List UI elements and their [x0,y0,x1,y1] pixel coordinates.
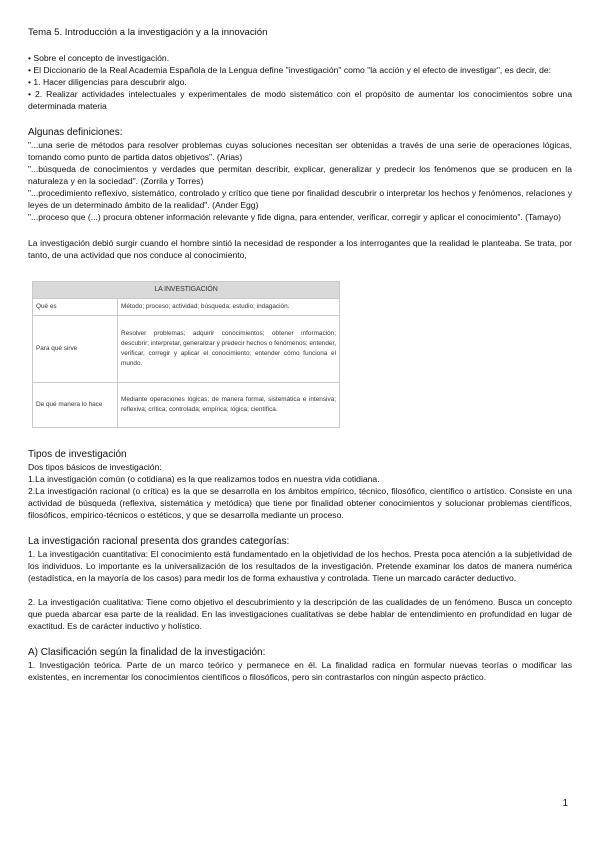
types-item-1: 1.La investigación común (o cotidiana) es la que realizamos todos en nuestra vida cotidiana. [28,474,380,484]
classification-item-1: 1. Investigación teórica. Parte de un marco teórico y permanece en él. La finalidad radica en formular nuevas teorías o modificar las existentes, en incrementar los conocimientos científicos o filosóficos, pero sin contrastarlos con ningún aspecto práctico. [28,660,572,682]
table-value: Resolver problemas; adquirir conocimientos; obtener información; descubrir; interpretar, generalizar y predecir hechos o fenómenos; entender, verificar, corregir y aplicar el conocimiento; entender cómo funciona el mundo. [118,316,340,383]
investigation-table [32,281,340,428]
intro-line-3: • 1. Hacer diligencias para descubrir algo. [28,77,187,87]
definition-item: "...proceso que (...) procura obtener información relevante y fide digna, para entender, verificar, corregir y aplicar el conocimiento". (Tamayo) [28,212,561,222]
table-row [33,299,340,316]
rational-heading: La investigación racional presenta dos grandes categorías: [28,536,290,547]
rational-item-2: 2. La investigación cualitativa: Tiene como objetivo el descubrimiento y la descripción de las cualidades de un fenómeno. Busca un concepto que pueda abarcar esa parte de la realidad. En las investigaciones cualitativas se debe hablar de entendimiento en profundidad en lugar de exactitud. Es de carácter inductivo y holístico. [28,597,572,631]
table-value: Método; proceso; actividad; búsqueda; estudio; indagación. [118,299,340,316]
definition-item: "...búsqueda de conocimientos y verdades que permitan describir, explicar, generalizar y predecir los fenómenos que se producen en la naturaleza y en la sociedad". (Zorrila y Torres) [28,164,572,186]
table-row [33,316,340,383]
types-item-2: 2.La investigación racional (o crítica) es la que se desarrolla en los ámbitos empírico, técnico, filosófico, científico o artístico. Consiste en una actividad de búsqueda (reflexiva, sistemática y metódica) que tiene por finalidad obtener conocimientos y solucionar problemas científicos, filosóficos, empírico-técnicos o estéticos, y que se desarrolla mediante un proceso. [28,486,572,520]
types-heading: Tipos de investigación [28,449,127,460]
table-header: LA INVESTIGACIÓN [33,282,340,299]
intro-line-1: • Sobre el concepto de investigación. [28,53,170,63]
definitions-heading: Algunas definiciones: [28,127,123,138]
table-row [33,383,340,428]
document-title: Tema 5. Introducción a la investigación y a la innovación [28,27,268,38]
table-key: De qué manera lo hace [33,383,118,428]
definition-item: "...una serie de métodos para resolver problemas cuyas soluciones necesitan ser obtenidas a través de una serie de operaciones lógicas, tomando como punto de partida datos objetivos". (Arias) [28,140,572,162]
table-key: Qué es [33,299,118,316]
intro-line-4: • 2. Realizar actividades intelectuales y experimentales de modo sistemático con el propósito de aumentar los conocimientos sobre una determinada materia [28,89,572,111]
definition-item: "...procedimiento reflexivo, sistemático, controlado y crítico que tiene por finalidad descubrir o interpretar los hechos y fenómenos, relaciones y leyes de un determinado ámbito de la realidad". (Ander Egg) [28,188,572,210]
rational-item-1: 1. La investigación cuantitativa: El conocimiento está fundamentado en la objetividad de los hechos. Presta poca atención a la subjetividad de los individuos. Lo importante es la universalización de los resultados de la investigación. Pretende examinar los datos de manera numérica (estadística, en la mayoría de los casos) para medir los de forma exhaustiva y controlada. Tiene un marcado carácter deductivo. [28,549,572,583]
intro-line-2: • El Diccionario de la Real Academia Española de la Lengua define "investigación" como "la acción y el efecto de investigar", es decir, de: [28,65,552,75]
classification-heading: A) Clasificación según la finalidad de la investigación: [28,647,266,658]
page-number: 1 [562,798,568,809]
document-page [28,26,572,683]
table-key: Para qué sirve [33,316,118,383]
types-subheading: Dos tipos básicos de investigación: [28,462,162,472]
table-value: Mediante operaciones lógicas; de manera formal, sistemática e intensiva; reflexiva; crítica; controlada; empírica; lógica; científica. [118,383,340,428]
paragraph-origin: La investigación debió surgir cuando el hombre sintió la necesidad de responder a los interrogantes que la realidad le planteaba. Se trata, por tanto, de una actividad que nos conduce al conocimiento, [28,238,572,260]
